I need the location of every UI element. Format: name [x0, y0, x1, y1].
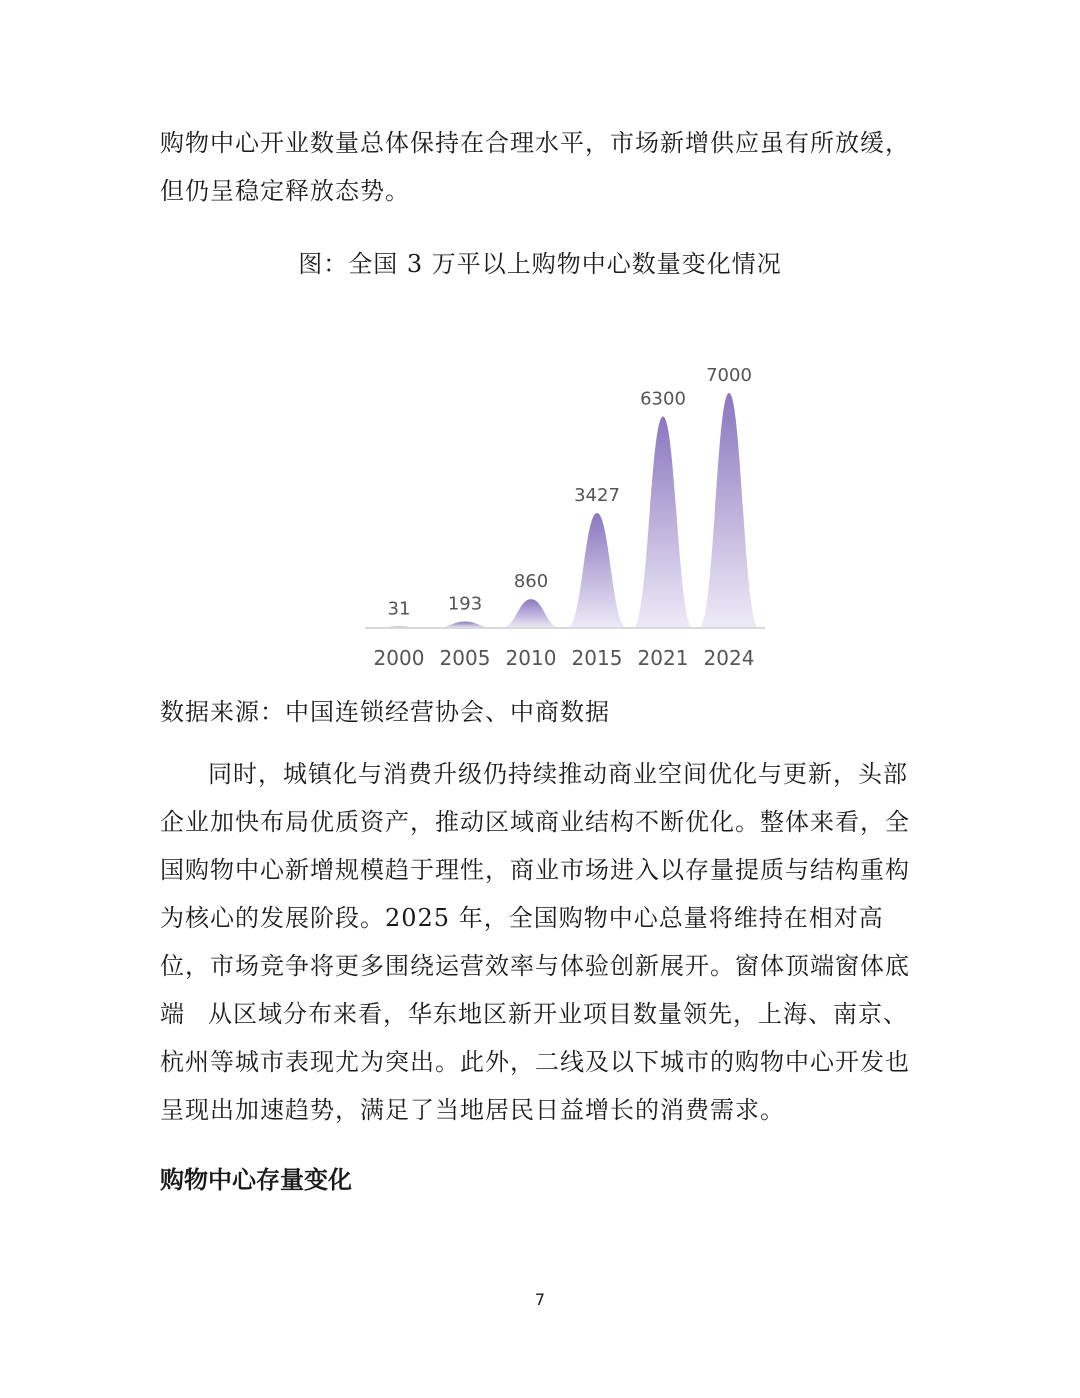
peak-2015	[567, 513, 627, 628]
body-paragraph-3: 从区域分布来看，华东地区新开业项目数量领先，上海、南京、杭州等城市表现尤为突出。此外，二线及以下城市的购物中心开发也呈现出加速趋势，满足了当地居民日益增长的消费需求。	[160, 1000, 910, 1124]
x-tick-2000: 2000	[373, 646, 425, 670]
chart-x-tick-labels	[374, 646, 755, 670]
source-note: 数据来源：中国连锁经营协会、中商数据	[160, 698, 610, 726]
body-paragraph-2: 同时，城镇化与消费升级仍持续推动商业空间优化与更新，头部企业加快布局优质资产，推动区域商业结构不断优化。整体来看，全国购物中心新增规模趋于理性，商业市场进入以存量提质与结构重构为核心的发展阶段。2025 年，全国购物中心总量将维持在相对高位，市场竞争将更多围绕运营效率与体验创新展开。窗体顶端窗体底端	[160, 760, 910, 1028]
value-label-2010: 860	[513, 571, 549, 593]
x-tick-2005: 2005	[439, 646, 491, 670]
value-label-2005: 193	[447, 593, 483, 615]
x-tick-2010: 2010	[505, 646, 557, 670]
section-heading: 购物中心存量变化	[160, 1166, 352, 1194]
chart-peaks	[369, 393, 759, 628]
peak-2021	[633, 417, 693, 629]
intro-paragraph: 购物中心开业数量总体保持在合理水平，市场新增供应虽有所放缓，但仍呈稳定释放态势。	[160, 129, 910, 205]
peak-2024	[699, 393, 759, 628]
figure-caption: 图：全国 3 万平以上购物中心数量变化情况	[298, 250, 782, 278]
value-label-2000: 31	[387, 598, 411, 620]
x-tick-2015: 2015	[571, 646, 623, 670]
value-label-2024: 7000	[706, 365, 752, 386]
bar-chart	[340, 350, 790, 680]
x-tick-2024: 2024	[703, 646, 755, 670]
value-label-2021: 6300	[640, 388, 686, 410]
value-label-2015: 3427	[574, 484, 620, 506]
page-number: 7	[534, 1290, 546, 1309]
peak-2010	[501, 599, 561, 628]
chart-value-labels	[388, 365, 752, 620]
x-tick-2021: 2021	[637, 646, 689, 670]
chart-svg	[340, 350, 790, 680]
